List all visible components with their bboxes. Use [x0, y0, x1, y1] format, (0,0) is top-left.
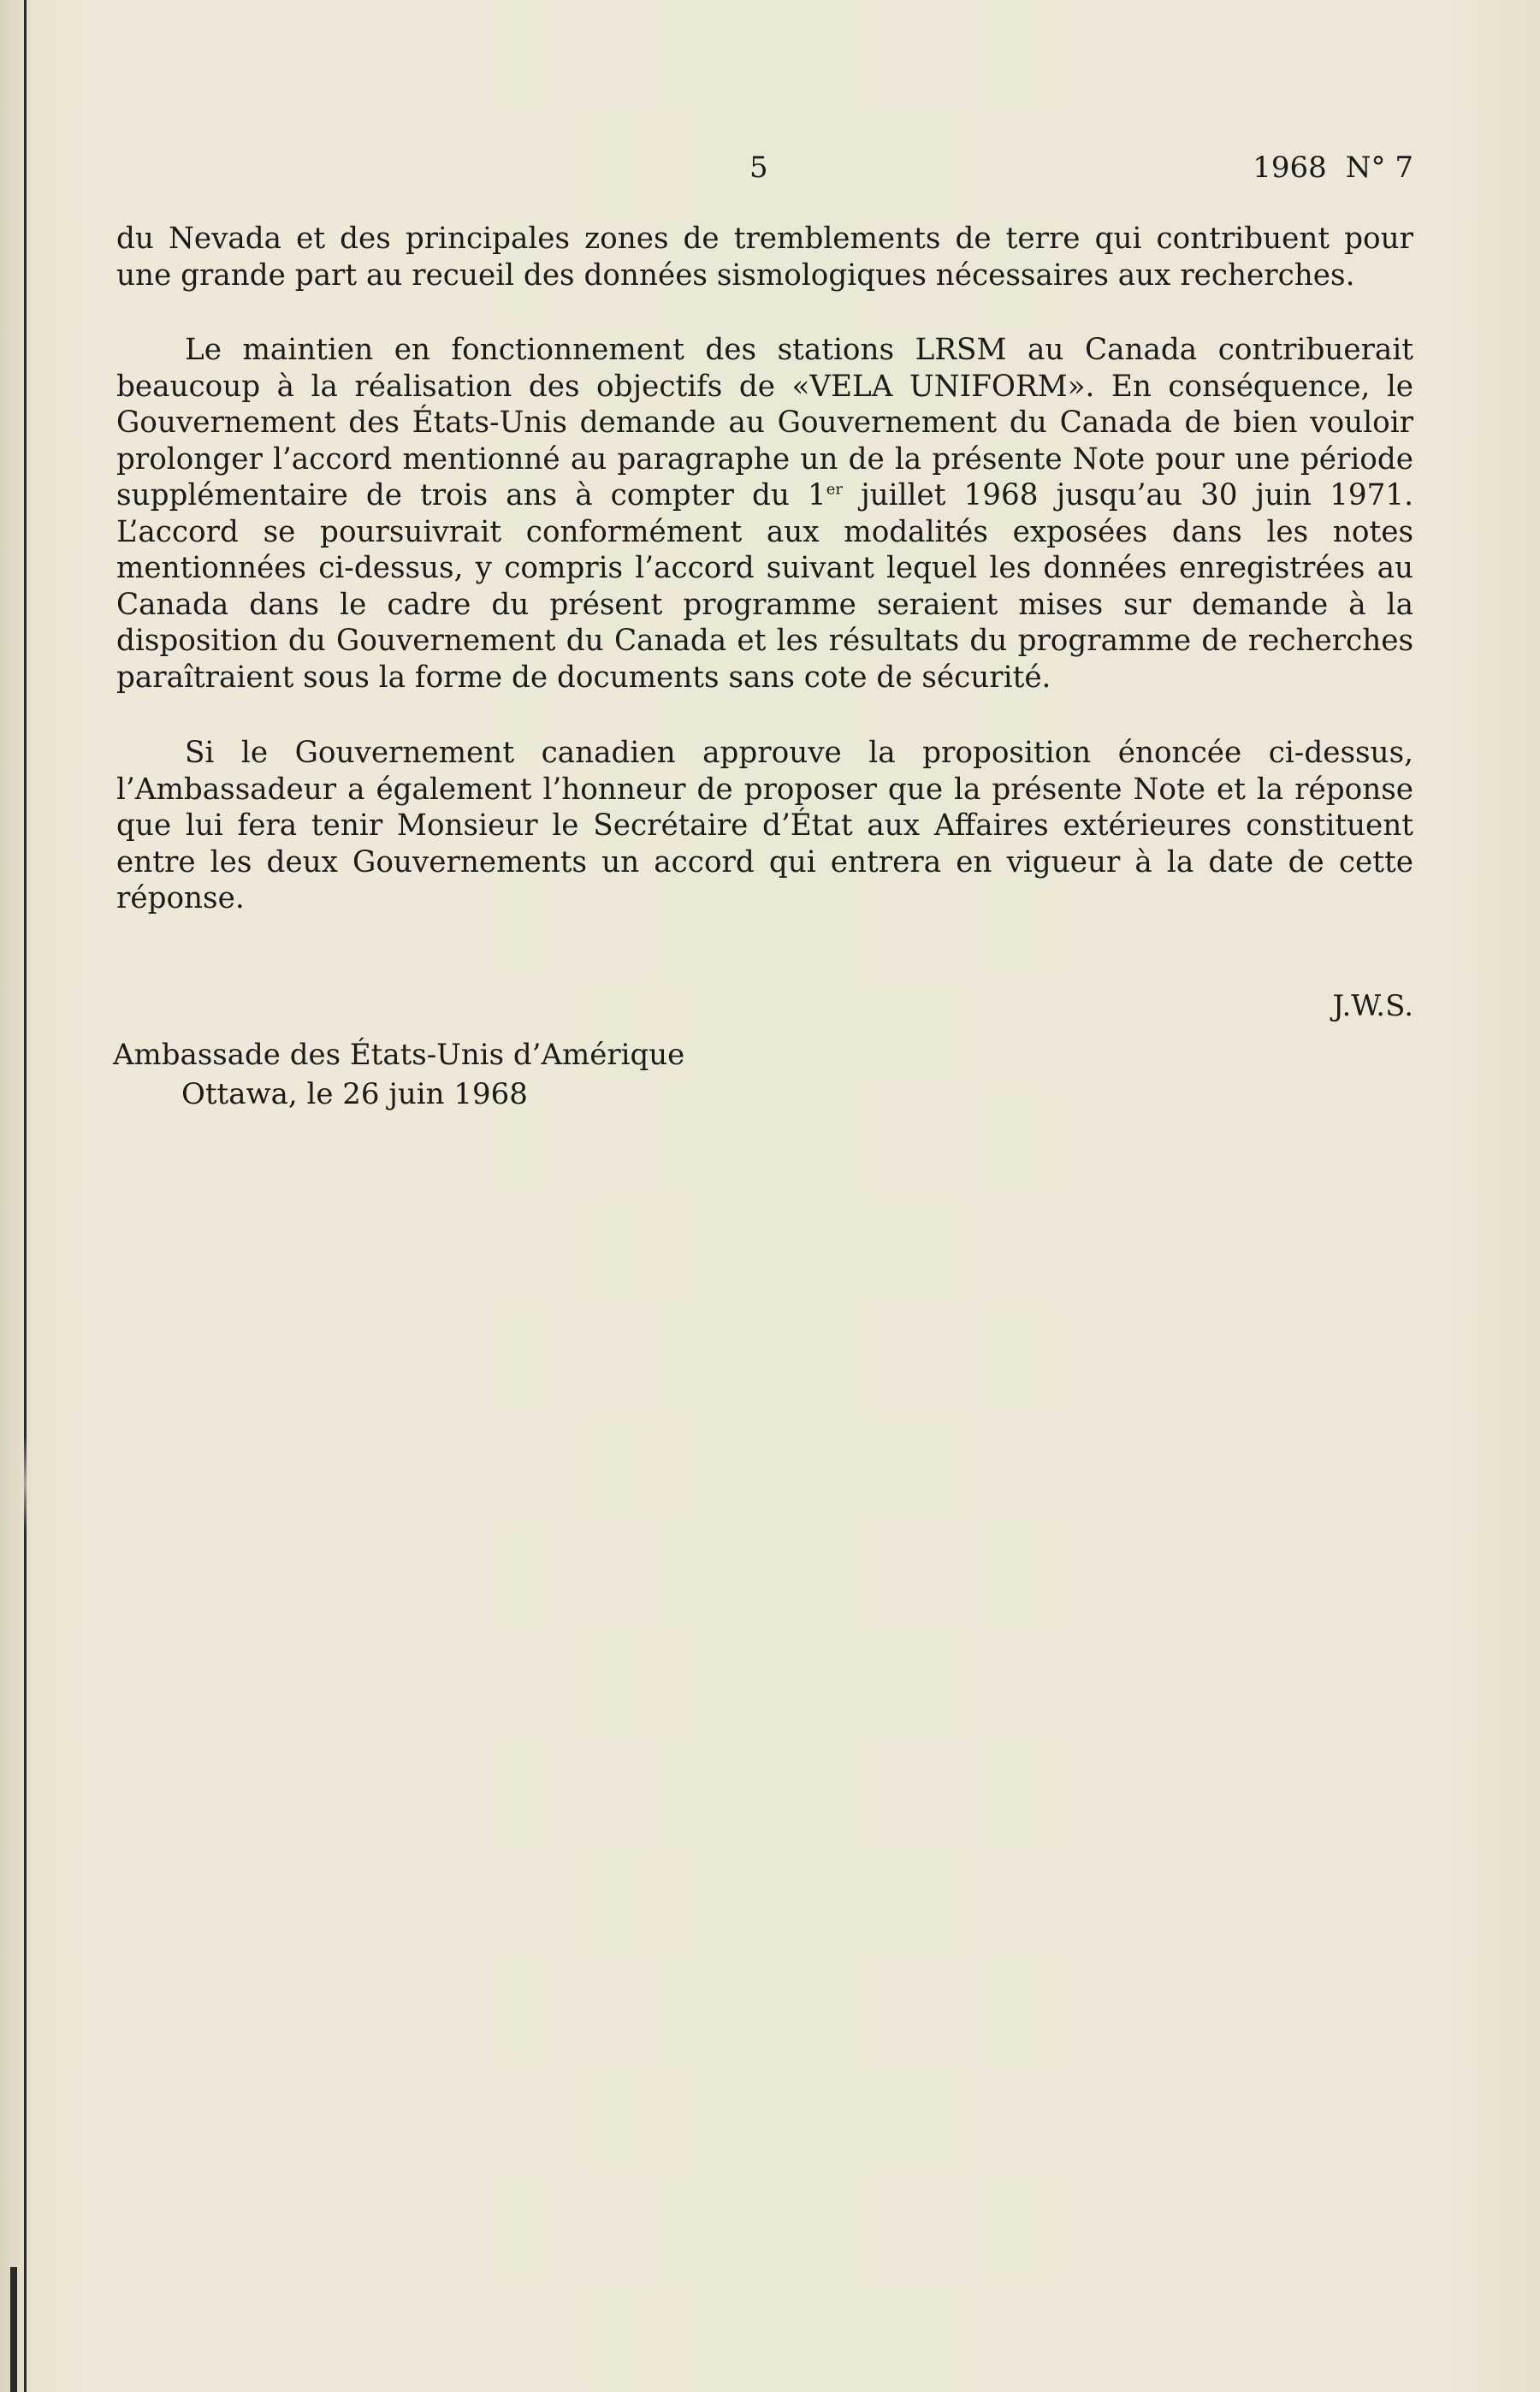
paragraph-3: Si le Gouvernement canadien approuve la proposition énoncée ci-dessus, l’Ambassadeur a également l’honneur de proposer que la présente Note et la réponse que lui fera tenir Monsieur le Secrétaire d’État aux Affaires extérieures constituent entre les deux Gouvernements un accord qui entrera en vigueur à la date de cette réponse. — [116, 736, 1413, 915]
binding-edge — [24, 0, 27, 2392]
journal-issue: N° 7 — [1345, 151, 1413, 185]
paragraph-2-end: juillet 1968 jusqu’au 30 juin 1971. L’accord se poursuivrait conformément aux modalités exposées dans les notes mentionnées ci-dessus, y compris l’accord suivant lequel les données enregistrées au Canada dans le cadre du présent programme seraient mises sur demande à la disposition du Gouvernement du Canada et les résultats du programme de recherches paraîtraient sous la forme de documents sans cote de sécurité. — [116, 478, 1413, 695]
journal-year: 1968 — [1253, 151, 1327, 185]
paragraph-1: du Nevada et des principales zones de tremblements de terre qui contribuent pour une grande part au recueil des données sismologiques nécessaires aux recherches. — [116, 222, 1413, 293]
paragraph-2 — [116, 332, 1413, 696]
journal-reference — [1234, 151, 1413, 185]
document-body — [116, 221, 1413, 917]
ordinal-superscript: er — [826, 480, 844, 499]
signature-initials: J.W.S. — [1332, 989, 1413, 1023]
embassy-name: Ambassade des États-Unis d’Amérique — [113, 1038, 685, 1072]
binding-shadow — [10, 2267, 17, 2392]
place-date: Ottawa, le 26 juin 1968 — [181, 1077, 528, 1111]
page-number: 5 — [749, 151, 768, 185]
closing-block — [113, 1035, 684, 1114]
paragraph-2-start: Le maintien en fonctionnement des stations LRSM au Canada contribuerait beaucoup à la réalisation des objectifs de «VELA UNIFORM». En conséquence, le Gouvernement des États-Unis demande au Gouvernement du Canada de bien vouloir prolonger l’accord mentionné au paragraphe un de la présente Note pour une période supplémentaire de trois ans à compter du 1 — [116, 333, 1413, 512]
page-header — [116, 151, 1413, 193]
